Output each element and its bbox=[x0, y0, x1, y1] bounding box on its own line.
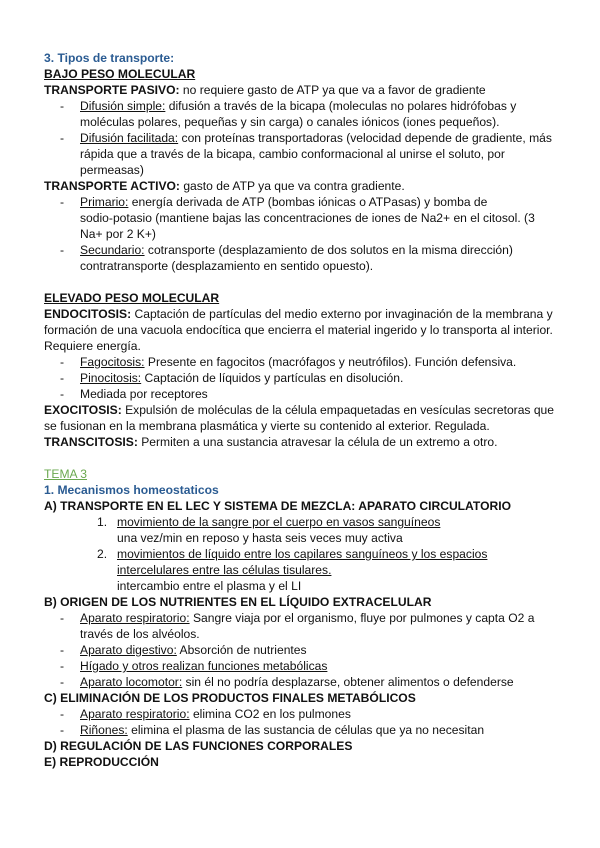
active-transport: TRANSPORTE ACTIVO: gasto de ATP ya que va contra gradiente. bbox=[44, 179, 405, 193]
low-weight-heading: BAJO PESO MOLECULAR bbox=[44, 67, 196, 81]
heading-a: A) TRANSPORTE EN EL LEC Y SISTEMA DE MEZCLA: APARATO CIRCULATORIO bbox=[44, 499, 511, 513]
high-weight-heading: ELEVADO PESO MOLECULAR bbox=[44, 291, 220, 305]
list-item-phagocytosis: - Fagocitosis: Presente en fagocitos (macrófagos y neutrófilos). Función defensiva. bbox=[60, 355, 517, 369]
exocytosis-paragraph: EXOCITOSIS: Expulsión de moléculas de la célula empaquetadas en vesículas secretoras que se fusionan en la membrana plasmática y vierte su contenido al exterior. Regulada. bbox=[44, 403, 555, 433]
list-item-digestive: - Aparato digestivo: Absorción de nutrientes bbox=[60, 643, 307, 657]
list-item-respiratory: - Aparato respiratorio: Sangre viaja por el organismo, fluye por pulmones y capta O2 a través de los alvéolos. bbox=[60, 611, 535, 641]
passive-transport: TRANSPORTE PASIVO: no requiere gasto de ATP ya que va a favor de gradiente bbox=[44, 83, 486, 97]
list-item-secondary: - Secundario: cotransporte (desplazamiento de dos solutos en la misma dirección) contratransporte (desplazamiento en sentido opuesto). bbox=[60, 243, 513, 273]
heading-d: D) REGULACIÓN DE LAS FUNCIONES CORPORALES bbox=[44, 739, 353, 753]
numbered-item-1: 1. movimiento de la sangre por el cuerpo en vasos sanguíneos una vez/min en reposo y hasta seis veces muy activa bbox=[97, 515, 441, 545]
list-item-liver: - Hígado y otros realizan funciones metabólicas bbox=[60, 659, 328, 673]
section-title: 3. Tipos de transporte: bbox=[44, 51, 175, 65]
list-item-respiratory-elimination: - Aparato respiratorio: elimina CO2 en los pulmones bbox=[60, 707, 351, 721]
tema-3-subtitle: 1. Mecanismos homeostaticos bbox=[44, 483, 219, 497]
list-item-facilitated-diffusion: - Difusión facilitada: con proteínas transportadoras (velocidad depende de gradiente, más rápida que a través de la bicapa, cambio conformacional al unirse el soluto, por permeasas) bbox=[60, 131, 552, 177]
list-item-primary: - Primario: energía derivada de ATP (bombas iónicas o ATPasas) y bomba de sodio-potasio (mantiene bajas las concentraciones de iones de Na2+ en el citosol. (3 Na+ por 2 K+) bbox=[60, 195, 535, 241]
list-item-receptor-mediated: - Mediada por receptores bbox=[60, 387, 208, 401]
endocytosis-paragraph: ENDOCITOSIS: Captación de partículas del medio externo por invaginación de la membrana y formación de una vacuola endocítica que encierra el material ingerido y lo transporta al interior. Requiere energía. bbox=[44, 307, 553, 353]
list-item-pinocytosis: - Pinocitosis: Captación de líquidos y partículas en disolución. bbox=[60, 371, 404, 385]
list-item-kidneys: - Riñones: elimina el plasma de las sustancia de células que ya no necesitan bbox=[60, 723, 485, 737]
heading-e: E) REPRODUCCIÓN bbox=[44, 755, 159, 769]
heading-b: B) ORIGEN DE LOS NUTRIENTES EN EL LÍQUIDO EXTRACELULAR bbox=[44, 595, 432, 609]
list-item-simple-diffusion: - Difusión simple: difusión a través de la bicapa (moleculas no polares hidrófobas y moléculas polares, pequeñas y sin carga) o canales iónicos (iones pequeños). bbox=[60, 99, 517, 129]
numbered-item-2: 2. movimientos de líquido entre los capilares sanguíneos y los espacios intercelulares entre las células tisulares. intercambio entre el plasma y el LI bbox=[97, 547, 488, 593]
tema-3-title: TEMA 3 bbox=[44, 467, 88, 481]
heading-c: C) ELIMINACIÓN DE LOS PRODUCTOS FINALES METABÓLICOS bbox=[44, 691, 416, 705]
transcytosis-paragraph: TRANSCITOSIS: Permiten a una sustancia atravesar la célula de un extremo a otro. bbox=[44, 435, 498, 449]
list-item-locomotor: - Aparato locomotor: sin él no podría desplazarse, obtener alimentos o defenderse bbox=[60, 675, 514, 689]
